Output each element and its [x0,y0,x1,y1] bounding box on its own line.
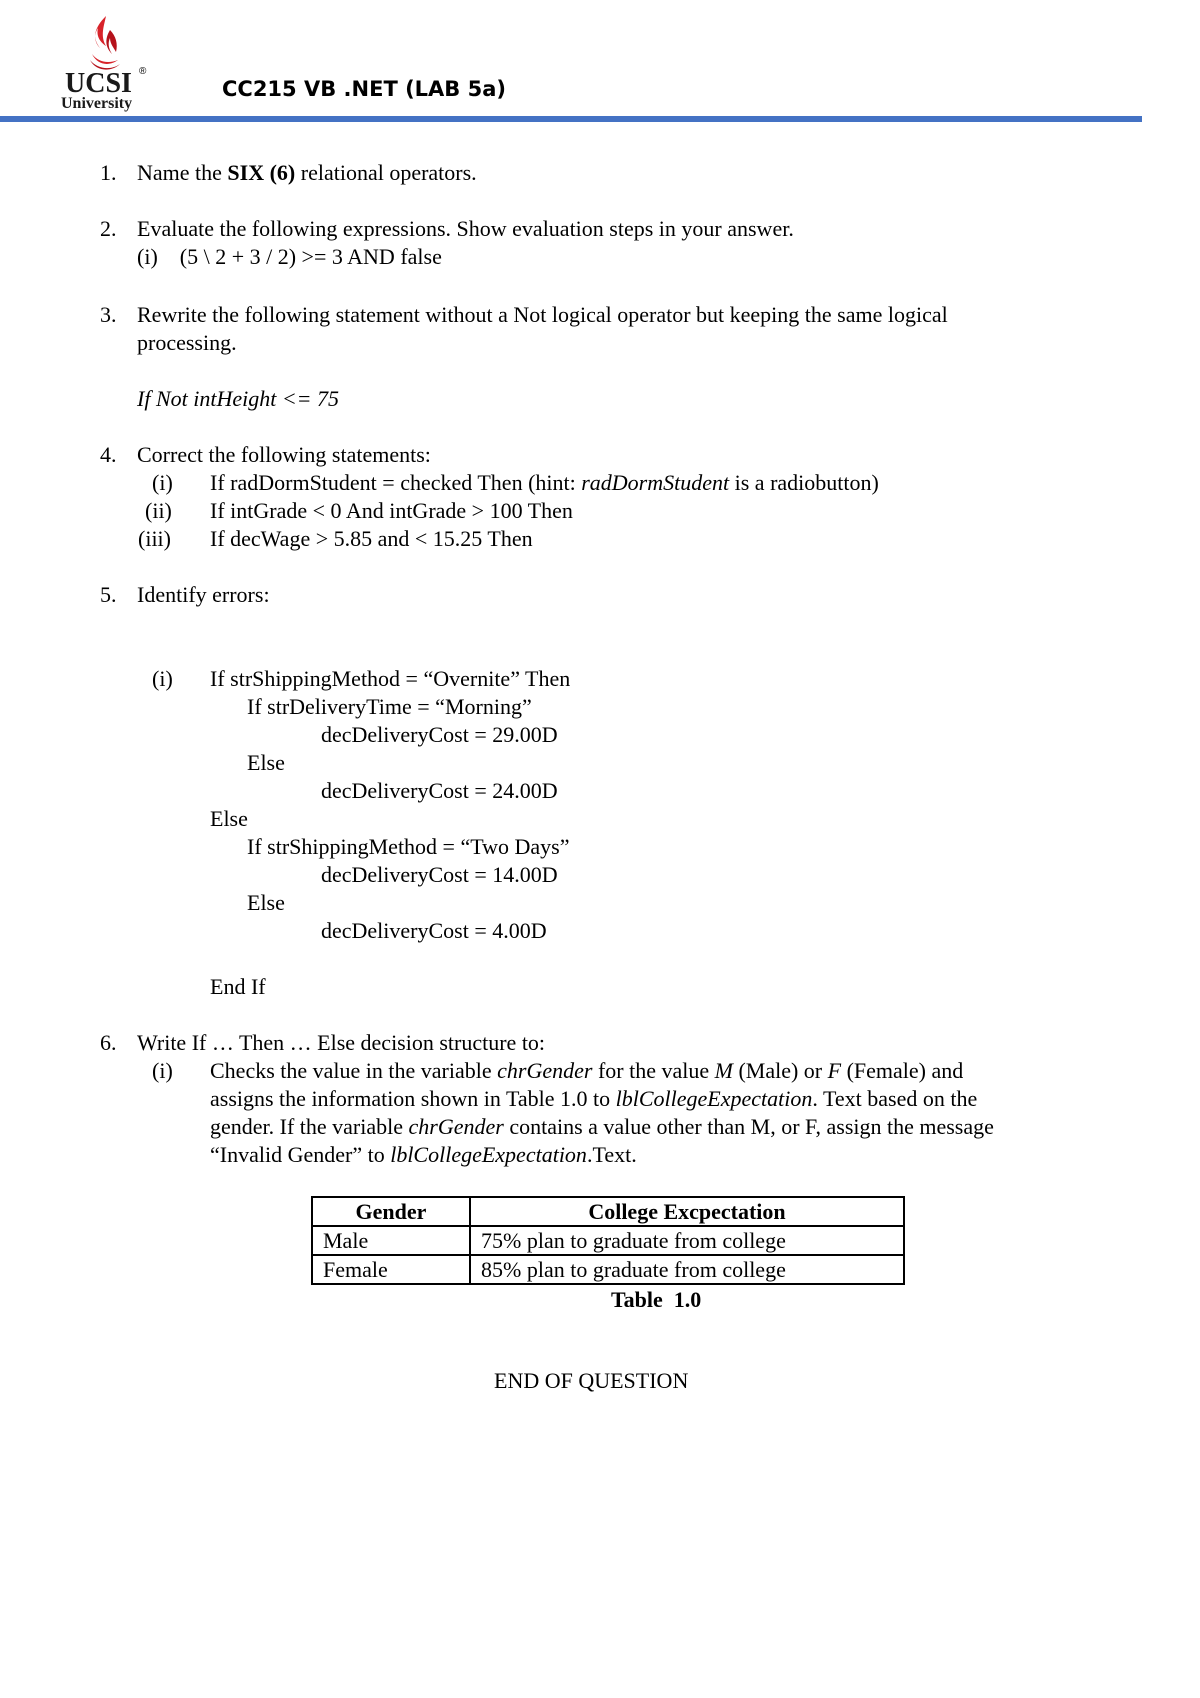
q6-line2-part: assigns the information shown in Table 1.0 to [210,1086,616,1111]
q3-text-line1: Rewrite the following statement without a Not logical operator but keeping the same logical [137,302,948,327]
q6-text: Write If … Then … Else decision structure to: [137,1030,546,1055]
q5-code-line: If strDeliveryTime = “Morning” [247,694,532,719]
table-cell: 85% plan to graduate from college [470,1255,904,1284]
q6-line2 [210,1085,977,1113]
table-row [312,1255,904,1284]
q5-number: 5. [100,582,117,607]
q6-line4-part: .Text. [586,1142,637,1167]
q4-text: Correct the following statements: [137,442,431,467]
q5-code-line: If strShippingMethod = “Overnite” Then [210,666,571,691]
q4-item-text-post: is a radiobutton) [729,470,879,495]
q5-code-line: Else [247,750,285,775]
q2-number: 2. [100,216,117,241]
q4-item-label: (iii) [138,526,171,551]
end-of-question: END OF QUESTION [494,1368,689,1393]
table-cell: 75% plan to graduate from college [470,1226,904,1255]
table-cell: Female [312,1255,470,1284]
q6-line3-part: gender. If the variable [210,1114,409,1139]
q6-line3-part: contains a value other than M, or F, assign the message [503,1114,994,1139]
q1-text-post: relational operators. [295,160,477,185]
q4-item-text: If intGrade < 0 And intGrade > 100 Then [210,498,573,523]
flame-logo-icon [84,14,124,72]
q1-text [137,159,477,187]
table-header-gender: Gender [312,1197,470,1226]
table-row [312,1226,904,1255]
q6-line1-part: (Male) or [732,1058,828,1083]
q5-code-line: End If [210,974,266,999]
q6-line3-var: chrGender [408,1114,504,1139]
q6-line2-label: lblCollegeExpectation [615,1086,813,1111]
q6-line1-var: chrGender [497,1058,593,1083]
table-header-expectation: College Excpectation [470,1197,904,1226]
q6-line1 [210,1057,963,1085]
q2-text: Evaluate the following expressions. Show evaluation steps in your answer. [137,216,794,241]
q3-code: If Not intHeight <= 75 [137,386,340,411]
q4-item-label: (ii) [145,498,172,523]
q5-code-line: decDeliveryCost = 29.00D [321,722,558,747]
q1-text-pre: Name the [137,160,228,185]
q1-text-bold: SIX (6) [227,160,296,185]
table-caption: Table 1.0 [611,1287,702,1312]
q5-text: Identify errors: [137,582,270,607]
q2-expression: (i) (5 \ 2 + 3 / 2) >= 3 AND false [137,244,442,269]
q5-item-label: (i) [152,666,173,691]
q6-line1-part: for the value [592,1058,715,1083]
q6-line4-label: lblCollegeExpectation [390,1142,587,1167]
page-title: CC215 VB .NET (LAB 5a) [222,77,507,101]
logo-subtitle: University [61,95,133,112]
q5-code-line: decDeliveryCost = 14.00D [321,862,558,887]
expectation-table [311,1196,905,1285]
q6-line1-part: (Female) and [841,1058,964,1083]
q4-item-text: If decWage > 5.85 and < 15.25 Then [210,526,533,551]
table-header-row [312,1197,904,1226]
q1-number: 1. [100,160,117,185]
q4-item-text-italic: radDormStudent [581,470,730,495]
table-cell: Male [312,1226,470,1255]
logo-registered-mark: ® [139,66,147,77]
q6-number: 6. [100,1030,117,1055]
q4-item-text-pre: If radDormStudent = checked Then (hint: [210,470,582,495]
q5-code-line: decDeliveryCost = 24.00D [321,778,558,803]
q5-code-line: decDeliveryCost = 4.00D [321,918,547,943]
q6-line4 [210,1141,637,1169]
q6-item-label: (i) [152,1058,173,1083]
q6-line2-part: . Text based on the [812,1086,978,1111]
q5-code-line: Else [210,806,248,831]
q6-line3 [210,1113,994,1141]
q5-code-line: Else [247,890,285,915]
q4-item-label: (i) [152,470,173,495]
q3-text-line2: processing. [137,330,237,355]
q6-line1-part: Checks the value in the variable [210,1058,498,1083]
q6-line4-part: “Invalid Gender” to [210,1142,391,1167]
header-divider [0,116,1142,122]
logo-name: UCSI [65,68,132,99]
q5-code-line: If strShippingMethod = “Two Days” [247,834,570,859]
q3-number: 3. [100,302,117,327]
q6-line1-value-m: M [714,1058,733,1083]
q6-line1-value-f: F [827,1058,842,1083]
q4-number: 4. [100,442,117,467]
q4-item-text [210,469,879,497]
